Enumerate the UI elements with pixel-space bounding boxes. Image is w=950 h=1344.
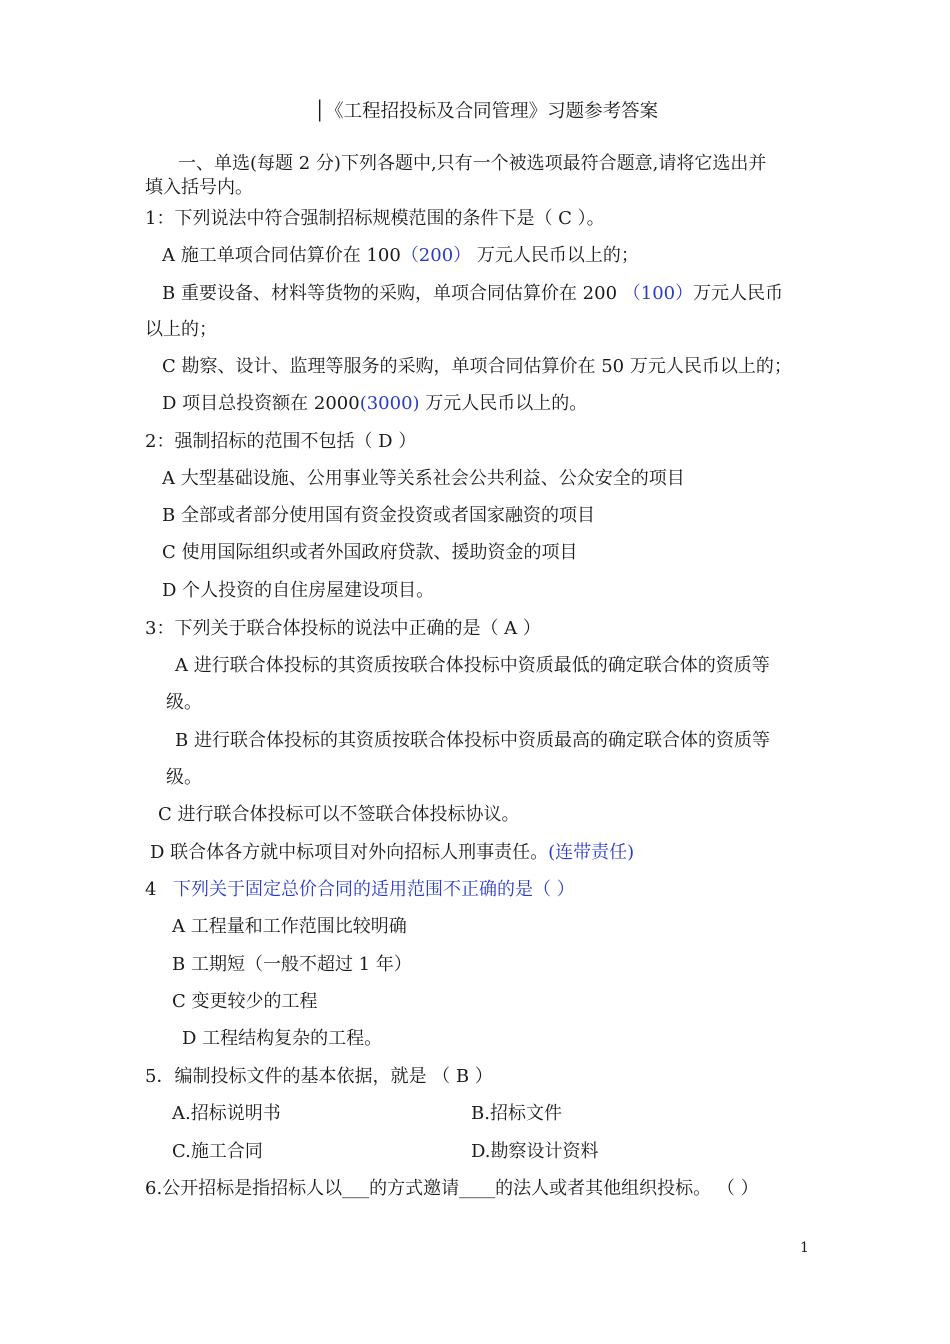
q3-option-a: A 进行联合体投标的其资质按联合体投标中资质最低的确定联合体的资质等 [175, 655, 770, 676]
q1-option-a-text-end: 万元人民币以上的； [471, 245, 639, 266]
q3-stem: 3：下列关于联合体投标的说法中正确的是（ A ） [145, 618, 541, 639]
q1-option-c: C 勘察、设计、监理等服务的采购，单项合同估算价在 50 万元人民币以上的； [162, 356, 792, 377]
q3-option-d-text: D 联合体各方就中标项目对外向招标人刑事责任。 [150, 842, 549, 863]
q1-option-a-text: A 施工单项合同估算价在 100 [162, 245, 401, 266]
q5-option-b: B.招标文件 [471, 1103, 562, 1124]
q2-option-b: B 全部或者部分使用国有资金投资或者国家融资的项目 [162, 505, 595, 526]
q3-option-d [150, 841, 634, 865]
q1-option-d-annotation: (3000) [359, 393, 420, 414]
q4-option-a: A 工程量和工作范围比较明确 [172, 916, 407, 937]
document-title: │《工程招投标及合同管理》习题参考答案 [314, 101, 659, 122]
q2-option-c: C 使用国际组织或者外国政府贷款、援助资金的项目 [162, 542, 578, 563]
q1-option-b-annotation: （100） [622, 283, 694, 304]
q1-option-d-text-end: 万元人民币以上的。 [419, 393, 588, 414]
q4-stem: 下列关于固定总价合同的适用范围不正确的是（ ） [173, 879, 575, 900]
q3-option-c: C 进行联合体投标可以不签联合体投标协议。 [158, 804, 520, 825]
section-intro-line-2: 填入括号内。 [145, 177, 253, 198]
q1-option-d-text: D 项目总投资额在 2000 [162, 393, 360, 414]
q2-option-a: A 大型基础设施、公用事业等关系社会公共利益、公众安全的项目 [162, 468, 685, 489]
q3-option-b: B 进行联合体投标的其资质按联合体投标中资质最高的确定联合体的资质等 [175, 730, 770, 751]
q5-option-c: C.施工合同 [172, 1141, 263, 1162]
q1-option-d [162, 392, 587, 416]
q5-option-a: A.招标说明书 [172, 1103, 281, 1124]
q1-option-b [162, 282, 783, 306]
q4-number: 4 [145, 879, 157, 900]
q5-stem: 5．编制投标文件的基本依据，就是 （ B ） [145, 1066, 493, 1087]
q1-option-a [162, 244, 639, 268]
q3-option-b-continued: 级。 [166, 767, 202, 788]
q3-option-d-annotation: (连带责任) [548, 842, 635, 863]
q1-option-b-text-end: 万元人民币 [693, 283, 784, 304]
q2-stem: 2：强制招标的范围不包括（ D ） [145, 431, 417, 452]
q1-option-a-annotation: （200） [400, 245, 472, 266]
section-intro-line-1: 一、单选(每题 2 分)下列各题中,只有一个被选项最符合题意,请将它选出并 [178, 153, 767, 174]
q6-stem: 6.公开招标是指招标人以___的方式邀请____的法人或者其他组织投标。 （ ） [145, 1178, 759, 1199]
q2-option-d: D 个人投资的自住房屋建设项目。 [162, 580, 435, 601]
q4-option-b: B 工期短（一般不超过 1 年） [172, 954, 412, 975]
page-number: 1 [800, 1240, 809, 1256]
q5-option-d: D.勘察设计资料 [471, 1141, 599, 1162]
q1-option-b-text: B 重要设备、材料等货物的采购，单项合同估算价在 200 [162, 283, 623, 304]
q1-option-b-continued: 以上的； [145, 319, 217, 340]
q3-option-a-continued: 级。 [166, 692, 202, 713]
q1-stem: 1：下列说法中符合强制招标规模范围的条件下是（ C ）。 [145, 208, 605, 229]
q4-option-c: C 变更较少的工程 [172, 991, 318, 1012]
q4-option-d: D 工程结构复杂的工程。 [182, 1028, 383, 1049]
